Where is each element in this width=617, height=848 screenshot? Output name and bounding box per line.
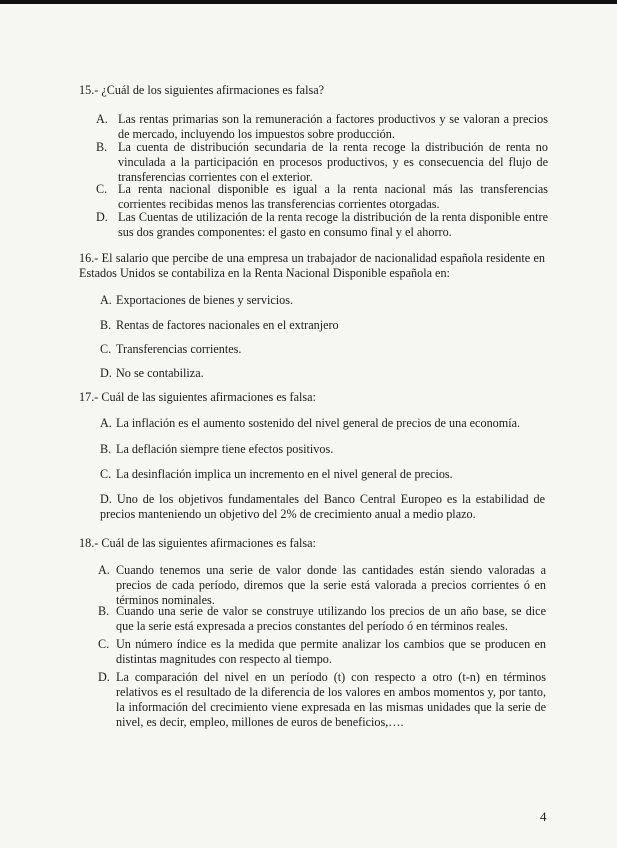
option-text: Transferencias corrientes. <box>116 342 242 356</box>
option-text: Un número índice es la medida que permite analizar los cambios que se producen en distintas magnitudes con respecto al tiempo. <box>116 637 546 666</box>
question-17-option-a <box>100 416 520 431</box>
option-letter: C. <box>98 637 110 651</box>
question-15-option-a <box>96 112 548 142</box>
option-text: Las Cuentas de utilización de la renta recoge la distribución de la renta disponible entre sus dos grandes componentes: el gasto en consumo final y el ahorro. <box>118 210 548 239</box>
option-letter: C. <box>100 467 112 481</box>
option-letter: D. <box>100 492 112 506</box>
question-15-title: 15.- ¿Cuál de los siguientes afirmaciones es falsa? <box>79 83 325 97</box>
question-15-option-d <box>96 210 548 240</box>
option-text: La desinflación implica un incremento en el nivel general de precios. <box>116 467 453 481</box>
option-letter: B. <box>96 140 108 154</box>
question-18-option-a <box>98 563 546 608</box>
question-16-option-c <box>100 342 241 357</box>
option-text: La inflación es el aumento sostenido del nivel general de precios de una economía. <box>116 416 521 430</box>
option-letter: B. <box>98 604 110 618</box>
option-letter: A. <box>100 416 112 430</box>
option-letter: D. <box>98 670 110 684</box>
question-17-option-d <box>100 492 545 522</box>
page-number: 4 <box>540 809 547 824</box>
option-letter: D. <box>96 210 108 224</box>
option-text: No se contabiliza. <box>116 366 204 380</box>
question-16-option-b <box>100 318 339 333</box>
question-18-option-c <box>98 637 546 667</box>
option-text-d <box>100 492 545 522</box>
option-text: La deflación siempre tiene efectos positivos. <box>116 442 334 456</box>
question-16-option-a <box>100 293 293 308</box>
option-text: La comparación del nivel en un período (t) con respecto a otro (t-n) en términos relativos es el resultado de la diferencia de los valores en ambos momentos y, por tanto, la información del crecimiento viene expresada en las mismas unidades que la serie de nivel, es decir, empleo, millones de euros de beneficios,…. <box>116 670 546 729</box>
question-16-title: 16.- El salario que percibe de una empresa un trabajador de nacionalidad española residente en Estados Unidos se contabiliza en la Renta Nacional Disponible española en: <box>79 251 545 280</box>
option-letter: D. <box>100 366 112 380</box>
option-letter: B. <box>100 318 112 332</box>
option-text: Uno de los objetivos fundamentales del Banco Central Europeo es la estabilidad de precios manteniendo un objetivo del 2% de crecimiento anual a medio plazo. <box>100 492 546 521</box>
option-letter: A. <box>100 293 112 307</box>
option-text: Rentas de factores nacionales en el extranjero <box>116 318 339 332</box>
option-text: La cuenta de distribución secundaria de la renta recoge la distribución de renta no vinculada a la participación en procesos productivos, y es consecuencia del flujo de transferencias corrientes con el exterior. <box>118 140 548 184</box>
question-18-option-b <box>98 604 546 634</box>
option-letter: A. <box>98 563 110 577</box>
option-text: Cuando tenemos una serie de valor donde las cantidades están siendo valoradas a precios de cada período, diremos que la serie está valorada a precios corrientes ó en términos nominales. <box>116 563 546 607</box>
option-text: Las rentas primarias son la remuneración a factores productivos y se valoran a precios de mercado, incluyendo los impuestos sobre producción. <box>118 112 548 141</box>
question-17-title: 17.- Cuál de las siguientes afirmaciones es falsa: <box>79 390 316 404</box>
option-text: La renta nacional disponible es igual a la renta nacional más las transferencias corrientes recibidas menos las transferencias corrientes otorgadas. <box>118 182 548 211</box>
question-18-option-d <box>98 670 546 730</box>
question-17-option-b <box>100 442 333 457</box>
option-letter: A. <box>96 112 108 126</box>
question-18-title: 18.- Cuál de las siguientes afirmaciones es falsa: <box>79 536 316 550</box>
question-15-option-c <box>96 182 548 212</box>
option-text: Exportaciones de bienes y servicios. <box>116 293 294 307</box>
option-text: Cuando una serie de valor se construye utilizando los precios de un año base, se dice que la serie está expresada a precios constantes del período ó en términos reales. <box>116 604 546 633</box>
option-letter: C. <box>96 182 108 196</box>
question-15-option-b <box>96 140 548 185</box>
question-16-option-d <box>100 366 204 381</box>
option-letter: B. <box>100 442 112 456</box>
option-letter: C. <box>100 342 112 356</box>
question-17-option-c <box>100 467 453 482</box>
